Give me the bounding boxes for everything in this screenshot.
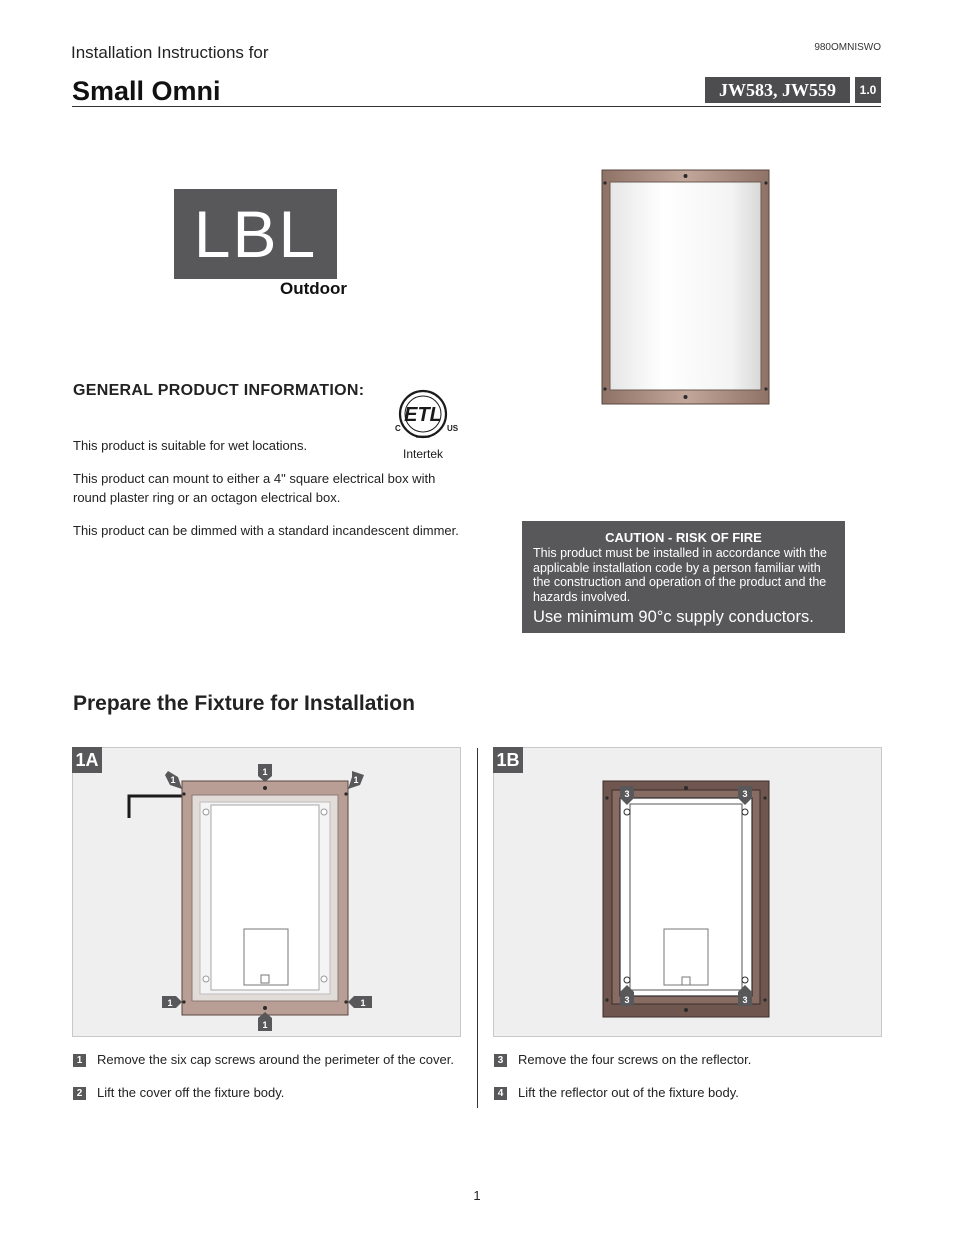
- svg-text:3: 3: [742, 995, 748, 1005]
- info-paragraph-dimming: This product can be dimmed with a standard incandescent dimmer.: [73, 523, 459, 538]
- product-image: [600, 168, 771, 406]
- callout-top-left: [165, 771, 182, 789]
- step-number: 3: [494, 1054, 507, 1067]
- brand-logo: LBL: [174, 189, 337, 279]
- document-code: 980OMNISWO: [814, 42, 881, 53]
- caution-title: CAUTION - RISK OF FIRE: [605, 530, 762, 545]
- step-text: Remove the four screws on the reflector.: [518, 1052, 752, 1067]
- svg-text:3: 3: [624, 995, 630, 1005]
- step-number: 4: [494, 1087, 507, 1100]
- svg-text:3: 3: [624, 789, 630, 799]
- callout-bottom-right: [348, 996, 372, 1008]
- step-number: 1: [73, 1054, 86, 1067]
- etl-mark-text: ETL: [404, 404, 442, 426]
- etl-listed-text: LISTED: [415, 434, 431, 439]
- header-rule: [72, 106, 881, 107]
- step-text: Lift the cover off the fixture body.: [97, 1085, 285, 1100]
- panel-1a-label: 1A: [72, 747, 102, 773]
- header-subtitle: Installation Instructions for: [71, 43, 269, 62]
- page-number: 1: [473, 1188, 481, 1203]
- svg-text:1: 1: [262, 1020, 268, 1030]
- general-info-heading: GENERAL PRODUCT INFORMATION:: [73, 382, 365, 399]
- step-text: Remove the six cap screws around the perimeter of the cover.: [97, 1052, 454, 1067]
- info-paragraph-wet: This product is suitable for wet locations.: [73, 438, 308, 453]
- panel-1b-label: 1B: [493, 747, 523, 773]
- etl-us-text: US: [447, 424, 459, 433]
- svg-text:1: 1: [262, 767, 268, 777]
- intertek-text: Intertek: [402, 447, 444, 461]
- brand-logo-subtext: Outdoor: [280, 279, 348, 298]
- section-title: Prepare the Fixture for Installation: [73, 692, 415, 715]
- step-number: 2: [73, 1087, 86, 1100]
- cover-removal-diagram: [120, 760, 380, 1035]
- caution-emphasis: Use minimum 90°c supply conductors.: [533, 608, 814, 626]
- version-badge: 1.0: [855, 77, 881, 103]
- allen-key-icon: [129, 796, 182, 818]
- svg-text:3: 3: [742, 789, 748, 799]
- svg-text:1: 1: [167, 998, 173, 1008]
- page-title: Small Omni: [72, 76, 221, 106]
- callout-top-right: [348, 771, 364, 789]
- svg-text:1: 1: [360, 998, 366, 1008]
- step-text: Lift the reflector out of the fixture body.: [518, 1085, 739, 1100]
- info-paragraph-mount: This product can mount to either a 4" square electrical box with round plaster ring or an octagon electrical box.: [73, 471, 436, 505]
- caution-box: [522, 521, 845, 633]
- svg-text:1: 1: [353, 775, 359, 785]
- etl-c-text: C: [395, 424, 401, 433]
- model-badge: JW583, JW559: [705, 77, 850, 103]
- svg-text:1: 1: [170, 775, 176, 785]
- caution-body: This product must be installed in accordance with the applicable installation code by a person familiar with the construction and operation of the product and the hazards involved.: [533, 546, 827, 604]
- reflector-removal-diagram: [600, 778, 772, 1020]
- column-divider: [477, 748, 478, 1108]
- callout-top: [258, 764, 272, 782]
- callout-bottom-left: [162, 996, 182, 1008]
